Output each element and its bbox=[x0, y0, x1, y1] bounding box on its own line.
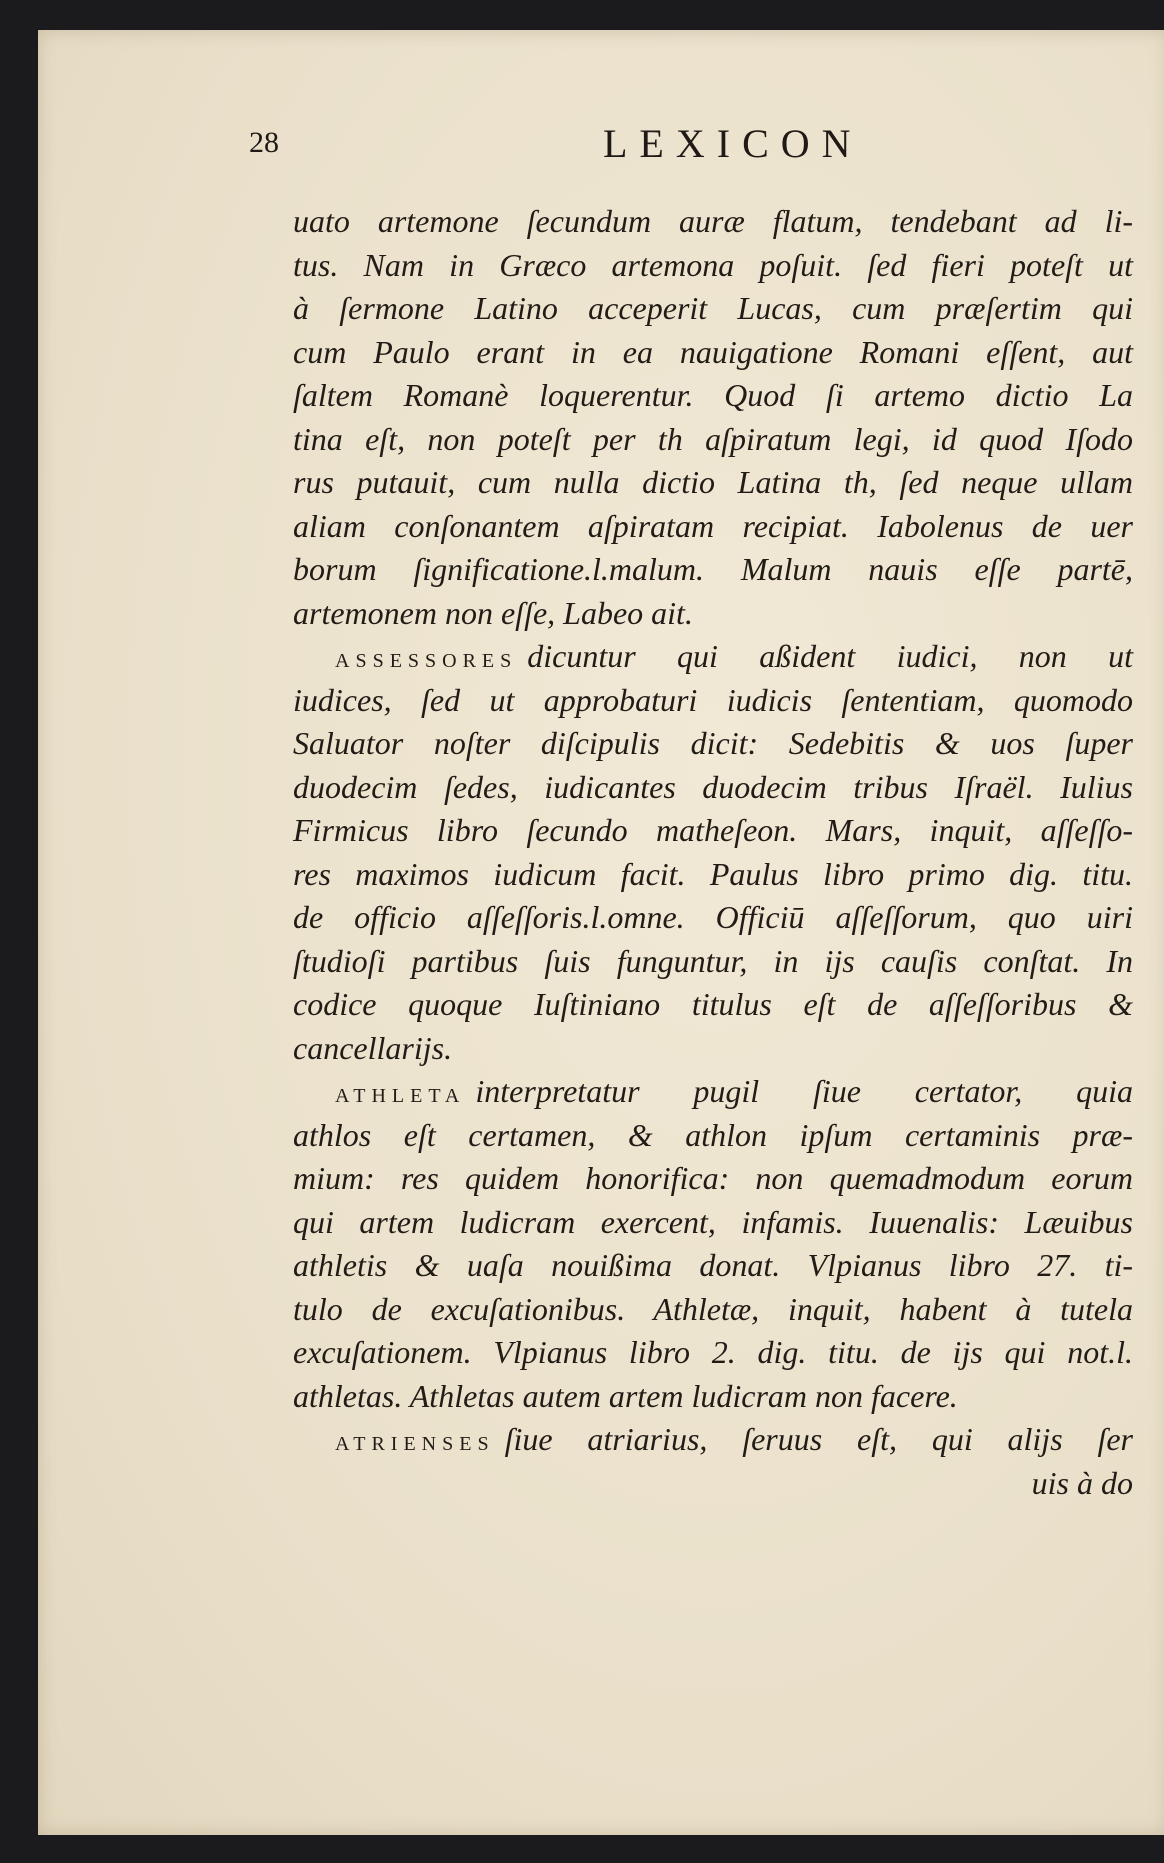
entry-lemma: ATHLETA bbox=[335, 1085, 466, 1107]
entry-line: tulo de excuſationibus. Athletæ, inquit, habent à tutela bbox=[293, 1290, 1133, 1327]
text-line: rus putauit, cum nulla dictio Latina th, ſed neque ullam bbox=[293, 464, 1133, 500]
entry-line: iudices, ſed ut approbaturi iudicis ſententiam, quomodo bbox=[293, 681, 1133, 718]
entry-line: athletis & uaſa nouißima donat. Vlpianus libro 27. ti- bbox=[293, 1247, 1133, 1283]
entry-line: ſtudioſi partibus ſuis funguntur, in ijs cauſis conſtat. In bbox=[293, 942, 1133, 979]
book-page bbox=[38, 30, 1164, 1835]
text-line: borum ſignificatione.l.malum. Malum nauis eſſe partē, bbox=[293, 551, 1133, 587]
running-head: LEXICON bbox=[603, 121, 863, 166]
entry-first-line bbox=[293, 1418, 1133, 1462]
entry-text: dicuntur qui aßident iudici, non ut bbox=[527, 638, 1133, 674]
entry-line: athlos eſt certamen, & athlon ipſum certaminis præ- bbox=[293, 1116, 1133, 1153]
entry-assessores bbox=[293, 635, 1133, 1070]
page-number: 28 bbox=[249, 126, 279, 159]
entry-first-line bbox=[293, 635, 1133, 679]
entry-athleta bbox=[293, 1070, 1133, 1418]
entry-line: res maximos iudicum facit. Paulus libro primo dig. titu. bbox=[293, 855, 1133, 892]
entry-atrienses bbox=[293, 1418, 1133, 1462]
entry-line: qui artem ludicram exercent, infamis. Iuuenalis: Læuibus bbox=[293, 1203, 1133, 1240]
text-line: artemonem non eſſe, Labeo ait. bbox=[293, 594, 693, 631]
entry-line: excuſationem. Vlpianus libro 2. dig. titu. de ijs qui not.l. bbox=[293, 1334, 1133, 1370]
entry-line: codice quoque Iuſtiniano titulus eſt de aſſeſſoribus & bbox=[293, 986, 1133, 1022]
entry-text: ſiue atriarius, ſeruus eſt, qui alijs ſer bbox=[504, 1421, 1133, 1457]
entry-line: duodecim ſedes, iudicantes duodecim tribus Iſraël. Iulius bbox=[293, 768, 1133, 805]
text-line: tus. Nam in Græco artemona poſuit. ſed fieri poteſt ut bbox=[293, 246, 1133, 283]
page-header bbox=[38, 120, 1164, 180]
text-line: uato artemone ſecundum auræ flatum, tendebant ad li- bbox=[293, 203, 1133, 239]
text-line: ſaltem Romanè loquerentur. Quod ſi artemo dictio La bbox=[293, 377, 1133, 413]
entry-first-line bbox=[293, 1070, 1133, 1114]
text-line: cum Paulo erant in ea nauigatione Romani eſſent, aut bbox=[293, 333, 1133, 370]
entry-line: mium: res quidem honorifica: non quemadmodum eorum bbox=[293, 1160, 1133, 1196]
text-line: à ſermone Latino acceperit Lucas, cum præſertim qui bbox=[293, 290, 1133, 326]
entry-line: Saluator noſter diſcipulis dicit: Sedebitis & uos ſuper bbox=[293, 725, 1133, 761]
text-line: tina eſt, non poteſt per th aſpiratum legi, id quod Iſodo bbox=[293, 420, 1133, 457]
entry-lemma: ASSESSORES bbox=[335, 650, 518, 672]
entry-line: athletas. Athletas autem artem ludicram non facere. bbox=[293, 1377, 958, 1414]
entry-text: interpretatur pugil ſiue certator, quia bbox=[475, 1073, 1133, 1109]
entry-line: cancellarijs. bbox=[293, 1029, 453, 1066]
entry-lemma: ATRIENSES bbox=[335, 1433, 495, 1455]
text-line: aliam conſonantem aſpiratam recipiat. Iabolenus de uer bbox=[293, 507, 1133, 544]
main-text bbox=[293, 200, 1133, 1505]
entry-line: de officio aſſeſſoris.l.omne. Officiū aſſeſſorum, quo uiri bbox=[293, 899, 1133, 935]
entry-line: Firmicus libro ſecundo matheſeon. Mars, inquit, aſſeſſo- bbox=[293, 812, 1133, 848]
catchword: uis à do bbox=[1031, 1464, 1133, 1501]
